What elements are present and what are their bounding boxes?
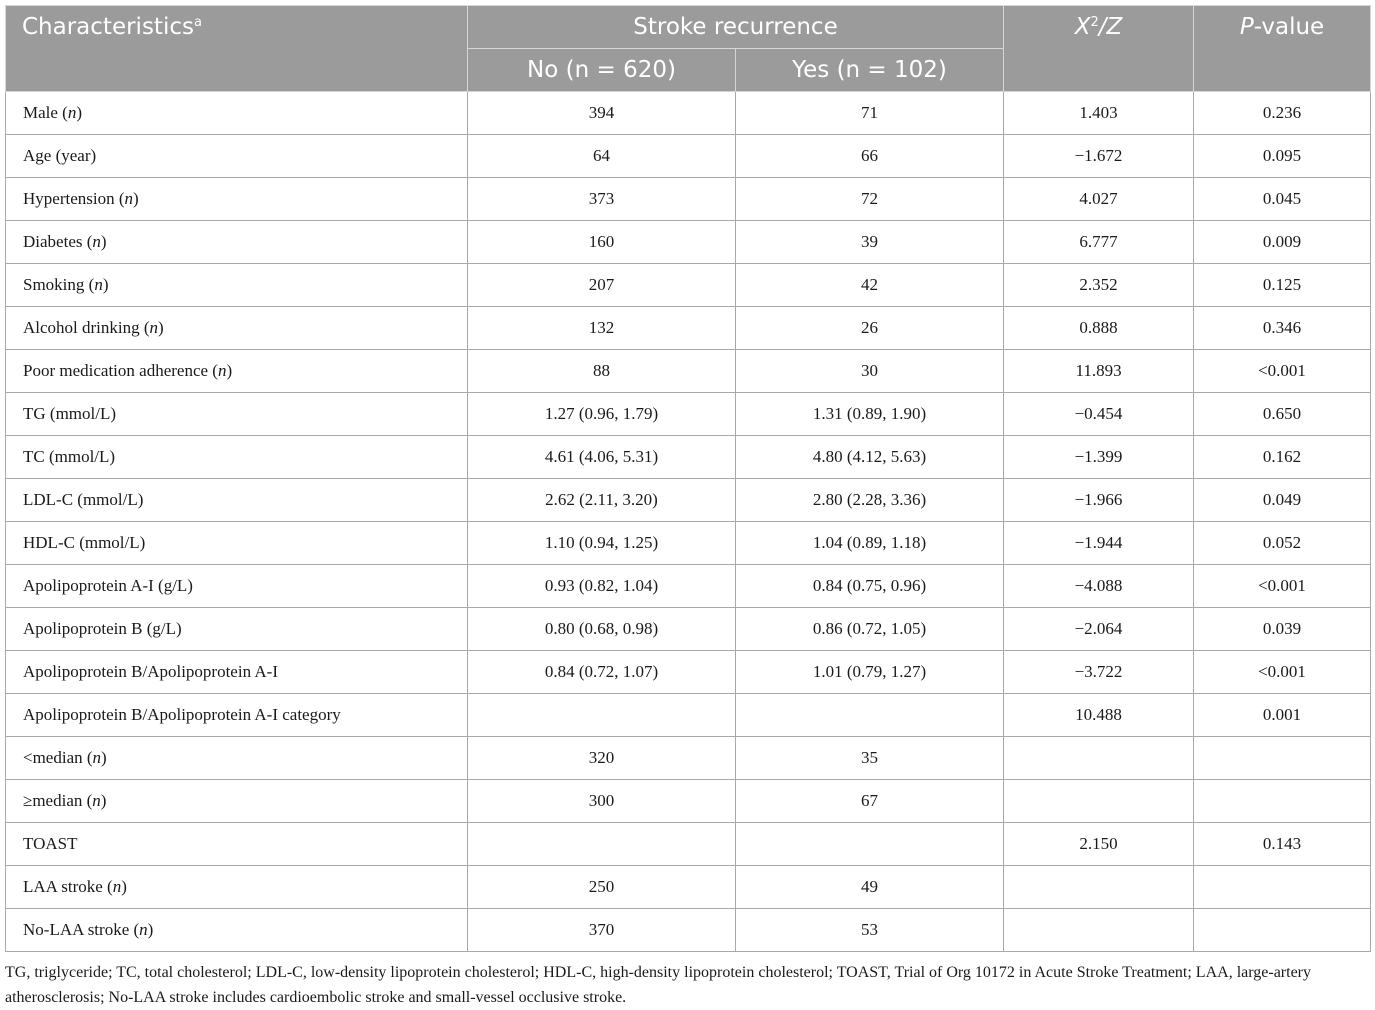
cell-p-value: 0.039 <box>1194 608 1371 651</box>
row-label: Apolipoprotein A-I (g/L) <box>6 565 468 608</box>
row-label: ≥median (n) <box>6 780 468 823</box>
cell-yes-group: 0.84 (0.75, 0.96) <box>736 565 1004 608</box>
row-label: Apolipoprotein B/Apolipoprotein A-I <box>6 651 468 694</box>
row-label: Male (n) <box>6 92 468 135</box>
cell-statistic: 10.488 <box>1004 694 1194 737</box>
cell-no-group: 250 <box>468 866 736 909</box>
header-row-1 <box>6 6 1371 49</box>
cell-yes-group: 42 <box>736 264 1004 307</box>
cell-yes-group: 66 <box>736 135 1004 178</box>
cell-statistic: −1.966 <box>1004 479 1194 522</box>
cell-p-value: 0.162 <box>1194 436 1371 479</box>
table-row <box>6 479 1371 522</box>
cell-no-group: 370 <box>468 909 736 952</box>
cell-no-group: 1.10 (0.94, 1.25) <box>468 522 736 565</box>
cell-statistic: 2.150 <box>1004 823 1194 866</box>
row-label: Smoking (n) <box>6 264 468 307</box>
cell-yes-group: 1.04 (0.89, 1.18) <box>736 522 1004 565</box>
cell-yes-group: 53 <box>736 909 1004 952</box>
cell-statistic <box>1004 866 1194 909</box>
row-label: Apolipoprotein B/Apolipoprotein A-I category <box>6 694 468 737</box>
row-label: Poor medication adherence (n) <box>6 350 468 393</box>
cell-p-value: 0.049 <box>1194 479 1371 522</box>
header-stroke-recurrence: Stroke recurrence <box>468 6 1004 49</box>
cell-no-group <box>468 823 736 866</box>
cell-p-value: 0.125 <box>1194 264 1371 307</box>
cell-p-value <box>1194 780 1371 823</box>
cell-yes-group: 30 <box>736 350 1004 393</box>
table-footnote: TG, triglyceride; TC, total cholesterol; LDL-C, low-density lipoprotein cholesterol; HDL-C, high-density lipoprotein cholesterol; TOAST, Trial of Org 10172 in Acute Stroke Treatment; LAA, large-artery atherosclerosis; No-LAA stroke includes cardioembolic stroke and small-vessel occlusive stroke. <box>5 964 1312 1006</box>
cell-statistic: −0.454 <box>1004 393 1194 436</box>
table-row <box>6 608 1371 651</box>
cell-yes-group: 67 <box>736 780 1004 823</box>
row-label: Age (year) <box>6 135 468 178</box>
characteristics-table <box>5 5 1371 952</box>
table-row <box>6 780 1371 823</box>
cell-statistic: −1.944 <box>1004 522 1194 565</box>
cell-statistic <box>1004 737 1194 780</box>
table-row <box>6 221 1371 264</box>
header-yes-group: Yes (n = 102) <box>736 49 1004 92</box>
cell-p-value: 0.143 <box>1194 823 1371 866</box>
cell-p-value: 0.009 <box>1194 221 1371 264</box>
cell-no-group: 0.84 (0.72, 1.07) <box>468 651 736 694</box>
table-row <box>6 307 1371 350</box>
header-p-value: P-value <box>1194 6 1371 92</box>
cell-p-value <box>1194 866 1371 909</box>
table-row <box>6 909 1371 952</box>
table-body <box>6 92 1371 952</box>
cell-statistic: 6.777 <box>1004 221 1194 264</box>
cell-no-group: 394 <box>468 92 736 135</box>
row-label: LDL-C (mmol/L) <box>6 479 468 522</box>
cell-statistic: 1.403 <box>1004 92 1194 135</box>
cell-yes-group: 35 <box>736 737 1004 780</box>
cell-yes-group <box>736 694 1004 737</box>
cell-no-group: 0.93 (0.82, 1.04) <box>468 565 736 608</box>
row-label: Hypertension (n) <box>6 178 468 221</box>
cell-p-value: 0.095 <box>1194 135 1371 178</box>
row-label: Apolipoprotein B (g/L) <box>6 608 468 651</box>
table-row <box>6 393 1371 436</box>
cell-no-group: 1.27 (0.96, 1.79) <box>468 393 736 436</box>
cell-p-value: <0.001 <box>1194 565 1371 608</box>
cell-statistic <box>1004 780 1194 823</box>
row-label: TOAST <box>6 823 468 866</box>
table-row <box>6 737 1371 780</box>
header-no-group: No (n = 620) <box>468 49 736 92</box>
cell-statistic: 0.888 <box>1004 307 1194 350</box>
cell-statistic: 11.893 <box>1004 350 1194 393</box>
cell-no-group: 320 <box>468 737 736 780</box>
cell-no-group: 373 <box>468 178 736 221</box>
cell-p-value <box>1194 909 1371 952</box>
cell-yes-group <box>736 823 1004 866</box>
cell-statistic: 4.027 <box>1004 178 1194 221</box>
cell-statistic: 2.352 <box>1004 264 1194 307</box>
cell-no-group: 4.61 (4.06, 5.31) <box>468 436 736 479</box>
table-row <box>6 522 1371 565</box>
table-row <box>6 651 1371 694</box>
table-row <box>6 694 1371 737</box>
cell-p-value: 0.650 <box>1194 393 1371 436</box>
cell-no-group: 88 <box>468 350 736 393</box>
row-label: No-LAA stroke (n) <box>6 909 468 952</box>
cell-yes-group: 0.86 (0.72, 1.05) <box>736 608 1004 651</box>
cell-p-value: 0.346 <box>1194 307 1371 350</box>
table-row <box>6 823 1371 866</box>
cell-p-value: 0.045 <box>1194 178 1371 221</box>
cell-no-group: 0.80 (0.68, 0.98) <box>468 608 736 651</box>
row-label: HDL-C (mmol/L) <box>6 522 468 565</box>
cell-p-value: 0.236 <box>1194 92 1371 135</box>
cell-yes-group: 39 <box>736 221 1004 264</box>
cell-yes-group: 4.80 (4.12, 5.63) <box>736 436 1004 479</box>
cell-yes-group: 1.31 (0.89, 1.90) <box>736 393 1004 436</box>
row-label: Diabetes (n) <box>6 221 468 264</box>
header-x2z: $X^2/Z$ <box>1004 6 1194 92</box>
cell-no-group <box>468 694 736 737</box>
table-row <box>6 92 1371 135</box>
table-row <box>6 350 1371 393</box>
table-row <box>6 178 1371 221</box>
cell-yes-group: 2.80 (2.28, 3.36) <box>736 479 1004 522</box>
cell-no-group: 300 <box>468 780 736 823</box>
row-label: LAA stroke (n) <box>6 866 468 909</box>
row-label: TG (mmol/L) <box>6 393 468 436</box>
cell-yes-group: 71 <box>736 92 1004 135</box>
table-row <box>6 436 1371 479</box>
row-label: TC (mmol/L) <box>6 436 468 479</box>
cell-yes-group: 1.01 (0.79, 1.27) <box>736 651 1004 694</box>
cell-statistic: −1.672 <box>1004 135 1194 178</box>
cell-p-value: <0.001 <box>1194 350 1371 393</box>
cell-p-value <box>1194 737 1371 780</box>
row-label: Alcohol drinking (n) <box>6 307 468 350</box>
cell-statistic: −1.399 <box>1004 436 1194 479</box>
header-characteristics: Characteristics$^a$ <box>6 6 468 92</box>
cell-statistic: −3.722 <box>1004 651 1194 694</box>
cell-no-group: 2.62 (2.11, 3.20) <box>468 479 736 522</box>
cell-no-group: 160 <box>468 221 736 264</box>
cell-statistic: −2.064 <box>1004 608 1194 651</box>
cell-no-group: 64 <box>468 135 736 178</box>
row-label: <median (n) <box>6 737 468 780</box>
table-row <box>6 135 1371 178</box>
table-row <box>6 264 1371 307</box>
cell-yes-group: 72 <box>736 178 1004 221</box>
cell-yes-group: 49 <box>736 866 1004 909</box>
cell-no-group: 207 <box>468 264 736 307</box>
cell-statistic: −4.088 <box>1004 565 1194 608</box>
cell-p-value: 0.001 <box>1194 694 1371 737</box>
table-container <box>5 5 1370 1010</box>
table-row <box>6 866 1371 909</box>
table-row <box>6 565 1371 608</box>
cell-p-value: 0.052 <box>1194 522 1371 565</box>
cell-p-value: <0.001 <box>1194 651 1371 694</box>
cell-no-group: 132 <box>468 307 736 350</box>
cell-statistic <box>1004 909 1194 952</box>
cell-yes-group: 26 <box>736 307 1004 350</box>
